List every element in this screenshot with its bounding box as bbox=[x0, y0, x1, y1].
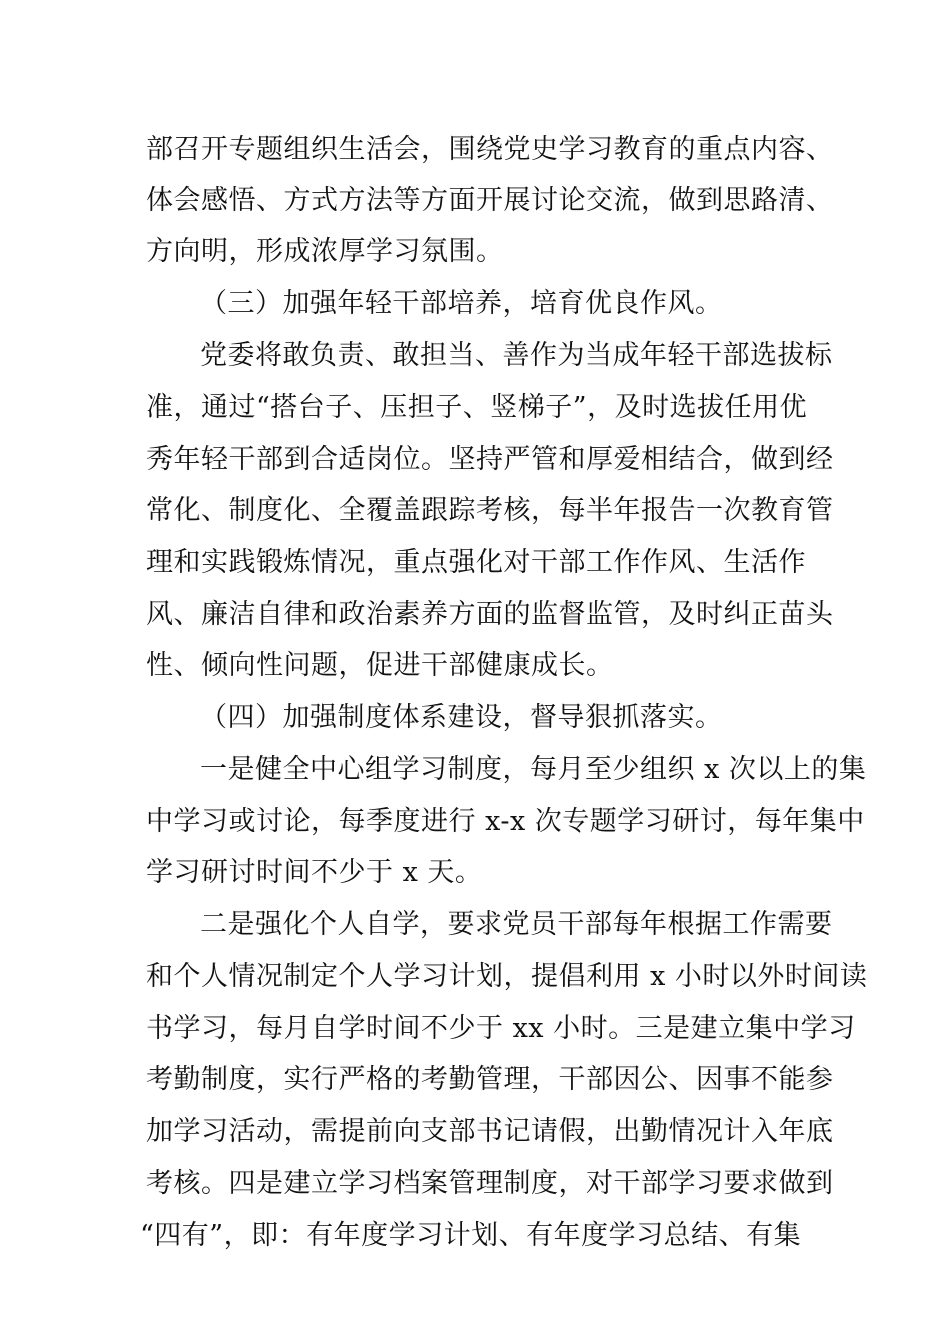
text-line: 考核。四是建立学习档案管理制度，对干部学习要求做到 bbox=[146, 1168, 834, 1199]
text-line: 中学习或讨论，每季度进行 x-x 次专题学习研讨，每年集中 bbox=[146, 806, 865, 837]
text-line: 秀年轻干部到合适岗位。坚持严管和厚爱相结合，做到经 bbox=[146, 444, 834, 475]
text-line: 党委将敢负责、敢担当、善作为当成年轻干部选拔标 bbox=[200, 340, 833, 371]
text-line: 风、廉洁自律和政治素养方面的监督监管，及时纠正苗头 bbox=[146, 599, 834, 630]
text-line: 方向明，形成浓厚学习氛围。 bbox=[146, 236, 504, 267]
text-line: 一是健全中心组学习制度，每月至少组织 x 次以上的集 bbox=[200, 754, 867, 785]
text-line: 理和实践锻炼情况，重点强化对干部工作作风、生活作 bbox=[146, 547, 806, 578]
section-heading: （四）加强制度体系建设，督导狠抓落实。 bbox=[200, 702, 723, 733]
text-line: 部召开专题组织生活会，围绕党史学习教育的重点内容、 bbox=[146, 134, 834, 165]
text-line: 体会感悟、方式方法等方面开展讨论交流，做到思路清、 bbox=[146, 185, 834, 216]
text-line: 考勤制度，实行严格的考勤管理，干部因公、因事不能参 bbox=[146, 1064, 834, 1095]
text-line: 加学习活动，需提前向支部书记请假，出勤情况计入年底 bbox=[146, 1116, 834, 1147]
text-line: 和个人情况制定个人学习计划，提倡利用 x 小时以外时间读 bbox=[146, 961, 868, 992]
section-heading: （三）加强年轻干部培养，培育优良作风。 bbox=[200, 288, 723, 319]
text-line: 学习研讨时间不少于 x 天。 bbox=[146, 857, 483, 888]
text-line: 准，通过“搭台子、压担子、竖梯子”，及时选拔任用优 bbox=[146, 392, 808, 423]
text-line: 常化、制度化、全覆盖跟踪考核，每半年报告一次教育管 bbox=[146, 495, 834, 526]
text-line: 书学习，每月自学时间不少于 xx 小时。三是建立集中学习 bbox=[146, 1013, 856, 1044]
text-line: 性、倾向性问题，促进干部健康成长。 bbox=[146, 650, 614, 681]
text-line: 二是强化个人自学，要求党员干部每年根据工作需要 bbox=[200, 909, 833, 940]
text-line: “四有”，即：有年度学习计划、有年度学习总结、有集 bbox=[140, 1220, 802, 1251]
